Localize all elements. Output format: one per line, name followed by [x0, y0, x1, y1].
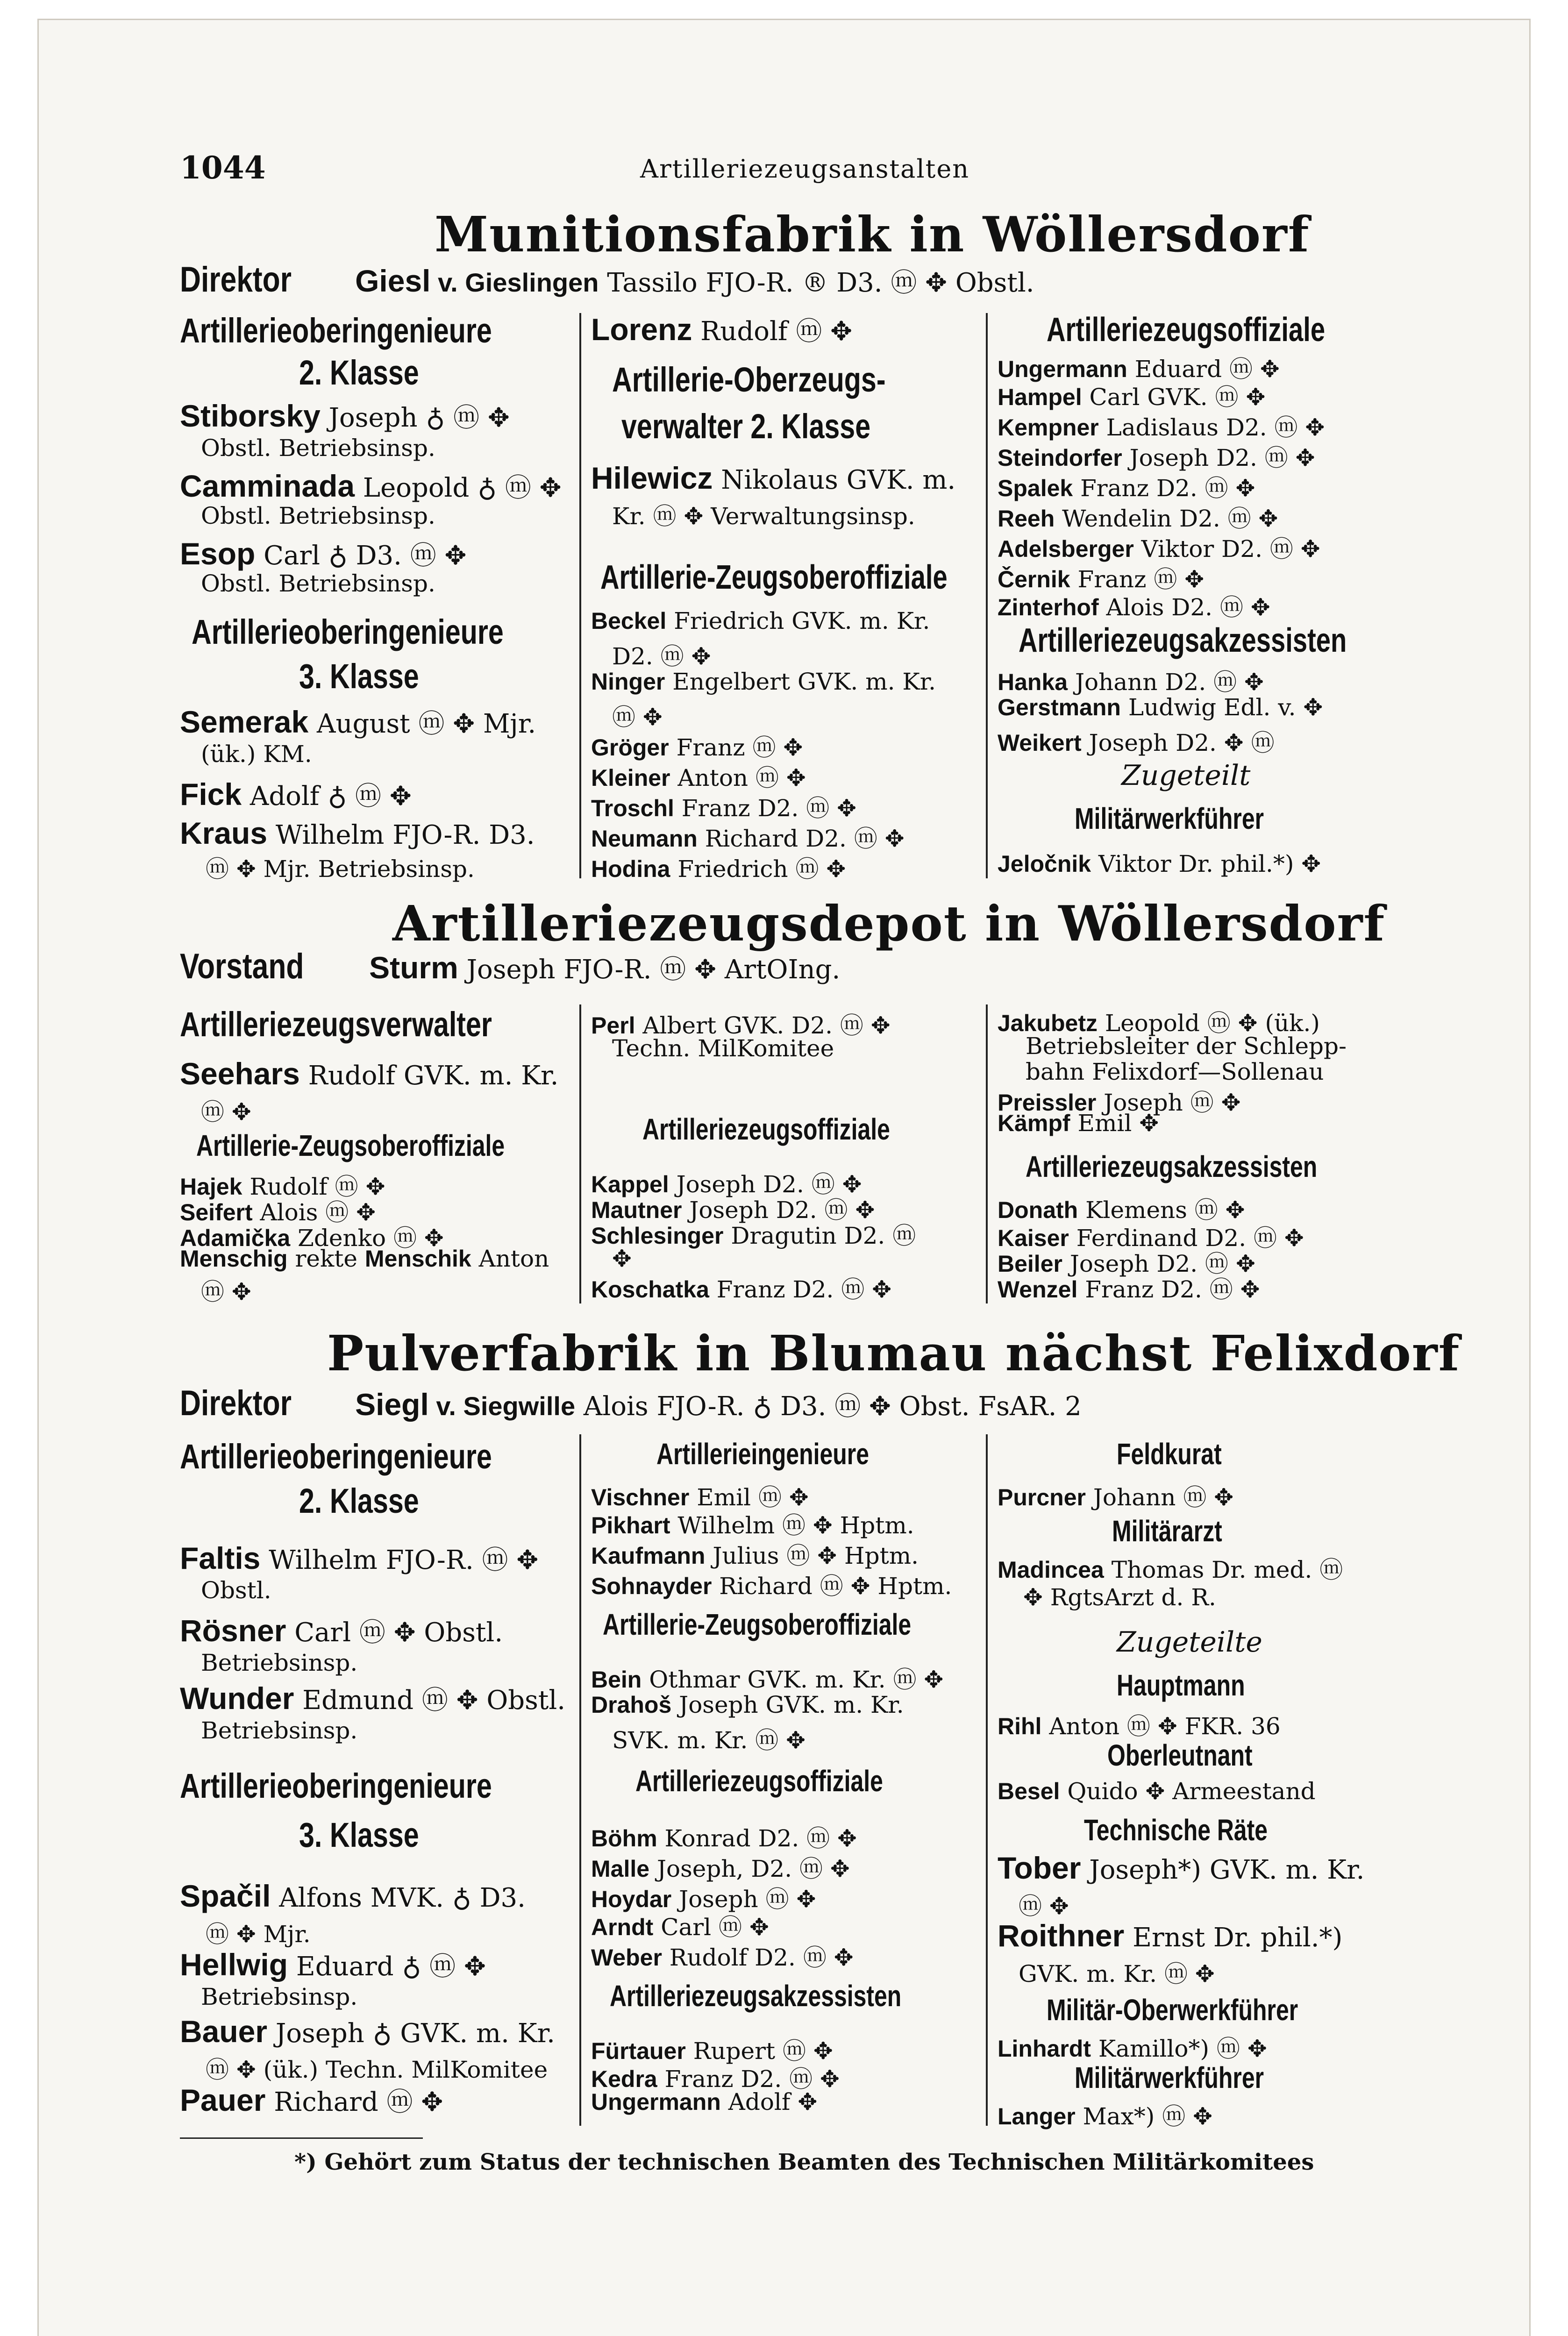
heading: Artilleriezeugsakzessisten: [1019, 622, 1347, 659]
person-name: Ninger: [591, 669, 665, 695]
person-name: Arndt: [591, 1914, 654, 1940]
person-name: Steindorfer: [998, 445, 1122, 471]
heading: Artillerieoberingenieure: [192, 612, 504, 651]
person-details: Adolf ✥: [720, 2088, 818, 2115]
person-details: Joseph ⓜ ✥: [671, 1886, 816, 1913]
person-name: Ungermann: [591, 2089, 721, 2115]
list-item: [998, 1708, 1281, 1741]
heading: 2. Klasse: [299, 1481, 419, 1520]
director-label: Direktor: [180, 1383, 292, 1423]
list-item: [998, 724, 1275, 758]
heading: Artillerieoberingenieure: [180, 311, 492, 350]
list-item-cont: Betriebsinsp.: [201, 1649, 358, 1676]
person-details: Joseph*) GVK. m. Kr.: [1081, 1855, 1365, 1885]
heading: Hauptmann: [1117, 1668, 1245, 1702]
list-item: [591, 820, 905, 854]
list-item: [180, 1539, 538, 1577]
list-item: [180, 1245, 549, 1272]
person-details: Alois D2. ⓜ ✥: [1098, 594, 1270, 621]
person-details: Joseph D2. ⓜ ✥: [1062, 1250, 1255, 1277]
person-details: Carl ♁ D3. ⓜ ✥: [255, 541, 467, 571]
list-item-cont: D2. ⓜ ✥: [612, 643, 711, 670]
person-name: Pauer: [180, 2083, 266, 2117]
person-name: Fürtauer: [591, 2038, 686, 2064]
person-details: Wendelin D2. ⓜ ✥: [1055, 505, 1278, 532]
list-item-cont: Betriebsleiter der Schlepp-: [1026, 1033, 1347, 1060]
list-item: [180, 1680, 565, 1717]
person-details: Joseph D2. ✥ ⓜ: [1081, 729, 1275, 756]
heading: verwalter 2. Klasse: [621, 407, 871, 446]
heading: Artillerie-Zeugsoberoffiziale: [196, 1129, 505, 1162]
list-item-cont: Techn. MilKomitee: [612, 1035, 834, 1062]
person-name: Gröger: [591, 734, 669, 761]
heading: Artilleriezeugsverwalter: [180, 1005, 492, 1044]
column-rule: [986, 1434, 988, 2126]
heading: Technische Räte: [1084, 1813, 1268, 1847]
list-item: [591, 668, 936, 695]
person-details: Wilhelm FJO-R. ⓜ ✥: [260, 1545, 539, 1575]
heading: 2. Klasse: [299, 353, 419, 392]
list-item: [591, 1909, 769, 1942]
person-name: Bauer: [180, 2014, 268, 2049]
director-details: Tassilo FJO-R. ® D3. ⓜ ✥ Obstl.: [599, 268, 1034, 298]
person-name: Hellwig: [180, 1947, 288, 1982]
list-item-cont: ⓜ ✥: [201, 1278, 251, 1305]
heading: Artilleriezeugsoffiziale: [1047, 311, 1326, 349]
person-details: Ferdinand D2. ⓜ ✥: [1069, 1225, 1304, 1252]
list-item: [591, 1661, 943, 1695]
list-item: [591, 850, 846, 884]
person-details: Anton ⓜ ✥: [670, 764, 806, 791]
director-name-rest: v. Siegwille: [428, 1391, 576, 1421]
person-details: Eduard ⓜ ✥: [1127, 356, 1280, 383]
person-name: Sohnayder: [591, 1573, 712, 1599]
person-details: Ladislaus D2. ⓜ ✥: [1098, 414, 1325, 441]
person-details: Franz D2. ⓜ ✥: [1073, 475, 1255, 502]
list-item: [998, 1479, 1233, 1512]
person-name: Neumann: [591, 826, 698, 852]
list-item: [180, 1612, 503, 1649]
heading: Artillerieoberingenieure: [180, 1437, 492, 1476]
list-item: [591, 1217, 916, 1251]
person-details: Albert GVK. D2. ⓜ ✥: [635, 1012, 891, 1039]
person-name: Troschl: [591, 795, 674, 821]
person-name: Ungermann: [998, 356, 1127, 382]
person-name: Malle: [591, 1856, 650, 1882]
person-details: Richard ⓜ ✥ Hptm.: [712, 1573, 952, 1600]
person-details: Joseph, D2. ⓜ ✥: [649, 1855, 850, 1882]
person-details: Carl ⓜ ✥: [653, 1914, 769, 1941]
list-item: [998, 1918, 1342, 1953]
heading: Militär-Oberwerkführer: [1047, 1993, 1298, 2027]
person-details: Leopold ♁ ⓜ ✥: [355, 473, 562, 503]
person-name: Adelsberger: [998, 536, 1134, 562]
list-item-cont: Betriebsinsp.: [201, 1983, 358, 2010]
column-rule: [986, 313, 988, 878]
person-name: Vischner: [591, 1484, 690, 1510]
person-details: August ⓜ ✥ Mjr.: [308, 709, 536, 739]
person-name: Weikert: [998, 730, 1082, 756]
person-name: Linhardt: [998, 2036, 1091, 2062]
person-name: Fick: [180, 777, 242, 812]
list-item: [998, 2030, 1267, 2064]
person-name: Tober: [998, 1851, 1081, 1885]
list-item-cont: ⓜ ✥ Mjr. Betriebsinsp.: [206, 855, 475, 883]
person-details: Rupert ⓜ ✥: [685, 2037, 833, 2065]
person-details: Joseph D2. ⓜ ✥: [1122, 444, 1315, 471]
list-item: [180, 703, 536, 741]
person-details: Wilhelm FJO-R. D3.: [267, 820, 535, 850]
list-item: [591, 790, 856, 823]
footnote: *) Gehört zum Status der technischen Beamten des Technischen Militärkomitees: [294, 2149, 1314, 2175]
heading: Artilleriezeugsakzessisten: [1026, 1150, 1318, 1183]
person-details: Adolf ♁ ⓜ ✥: [242, 781, 412, 812]
person-details: Ernst Dr. phil.*): [1124, 1923, 1343, 1953]
list-item: [591, 759, 806, 793]
person-details: Wilhelm ⓜ ✥ Hptm.: [670, 1512, 914, 1539]
person-name: Jakubetz: [998, 1010, 1098, 1036]
person-details: Joseph D2. ⓜ ✥: [682, 1196, 875, 1224]
person-name: Kämpf: [998, 1110, 1070, 1136]
list-item: [591, 460, 955, 496]
list-item: [998, 589, 1270, 622]
vorstand-details: Joseph FJO-R. ⓜ ✥ ArtOIng.: [458, 954, 841, 985]
person-details: Joseph GVK. m. Kr.: [671, 1691, 904, 1718]
person-details: Alois ⓜ ✥: [252, 1199, 376, 1226]
person-details: Thomas Dr. med. ⓜ: [1104, 1556, 1343, 1583]
director-line: [180, 1383, 1082, 1424]
heading: Artilleriezeugsakzessisten: [610, 1979, 902, 2013]
list-item: [998, 1551, 1343, 1585]
person-details: Joseph D2. ⓜ ✥: [669, 1171, 862, 1198]
person-name: Kaufmann: [591, 1543, 706, 1569]
director-label: Direktor: [180, 260, 292, 299]
person-name: Schlesinger: [591, 1223, 724, 1249]
person-details: Franz ⓜ ✥: [669, 734, 803, 761]
person-details: Friedrich ⓜ ✥: [670, 855, 846, 883]
person-name: Stiborsky: [180, 399, 321, 433]
list-item-cont: ⓜ ✥ Mjr.: [206, 1921, 311, 1948]
person-details: Viktor D2. ⓜ ✥: [1133, 535, 1320, 563]
list-item: [998, 1271, 1260, 1304]
person-name: Menschik: [364, 1246, 471, 1272]
heading: Feldkurat: [1117, 1437, 1222, 1471]
person-name: Seifert: [180, 1199, 253, 1225]
person-name: Menschig: [180, 1246, 288, 1272]
person-name: Esop: [180, 536, 256, 571]
person-details: Leopold ⓜ ✥ (ük.): [1097, 1010, 1320, 1037]
person-details: Carl ⓜ ✥ Obstl.: [286, 1617, 503, 1648]
person-details: Konrad D2. ⓜ ✥: [657, 1825, 857, 1852]
person-name: Adamička: [180, 1225, 291, 1251]
person-name: Langer: [998, 2103, 1076, 2129]
list-item: [591, 1271, 891, 1304]
person-details: rekte: [287, 1245, 365, 1272]
person-name: Reeh: [998, 506, 1055, 532]
list-item-cont: Kr. ⓜ ✥ Verwaltungsinsp.: [612, 503, 915, 530]
list-item: [998, 1850, 1364, 1886]
list-item: [180, 535, 466, 572]
person-name: Perl: [591, 1012, 635, 1039]
person-details: Friedrich GVK. m. Kr.: [666, 607, 930, 634]
list-item-cont: ⓜ ✥: [612, 704, 663, 731]
column-rule: [579, 313, 581, 878]
list-item-cont: Obstl. Betriebsinsp.: [201, 434, 435, 462]
list-item-cont: ⓜ ✥: [201, 1098, 251, 1125]
list-item: [591, 1567, 952, 1601]
list-item-cont: ✥: [612, 1245, 632, 1272]
list-item: [998, 1778, 1316, 1805]
person-name: Koschatka: [591, 1276, 709, 1303]
list-item-cont: GVK. m. Kr. ⓜ ✥: [1019, 1960, 1215, 1987]
list-item-cont: ✥ RgtsArzt d. R.: [1023, 1584, 1216, 1611]
person-details: Othmar GVK. m. Kr. ⓜ ✥: [641, 1666, 944, 1693]
person-name: Hajek: [180, 1174, 242, 1200]
person-name: Madincea: [998, 1557, 1104, 1583]
person-name: Lorenz: [591, 312, 692, 347]
list-item: [591, 1507, 914, 1540]
person-name: Spalek: [998, 475, 1073, 501]
person-name: Semerak: [180, 705, 309, 739]
person-details: Anton ⓜ ✥ FKR. 36: [1041, 1713, 1281, 1740]
running-head: Artilleriezeugsanstalten: [640, 154, 970, 184]
list-item: [591, 311, 852, 348]
director-details: Alois FJO-R. ♁ D3. ⓜ ✥ Obst. FsAR. 2: [575, 1391, 1082, 1422]
list-item: [998, 378, 1265, 412]
list-item: [998, 530, 1320, 564]
person-details: Joseph ♁ GVK. m. Kr.: [267, 2018, 555, 2049]
person-details: Emil ⓜ ✥: [689, 1484, 809, 1511]
person-details: Rudolf GVK. m. Kr.: [299, 1061, 559, 1091]
list-item: [591, 1939, 854, 1973]
heading: Artillerieoberingenieure: [180, 1766, 492, 1805]
list-item: [998, 663, 1264, 697]
list-item: [180, 1946, 486, 1983]
director-name-rest: v. Gieslingen: [430, 268, 599, 297]
person-name: Seehars: [180, 1056, 300, 1091]
person-details: Emil ✥: [1070, 1110, 1159, 1137]
person-details: Julius ⓜ ✥ Hptm.: [705, 1542, 919, 1569]
heading-italic: Zugeteilte: [1117, 1626, 1262, 1659]
person-details: Zdenko ⓜ ✥: [290, 1225, 444, 1252]
person-name: Hilewicz: [591, 461, 713, 495]
heading: Militärwerkführer: [1075, 2061, 1264, 2094]
section-title: Artilleriezeugsdepot in Wöllersdorf: [392, 895, 1386, 952]
list-item: [591, 1537, 919, 1571]
person-details: Carl GVK. ⓜ ✥: [1082, 384, 1266, 411]
person-details: Ludwig Edl. v. ✥: [1120, 694, 1323, 721]
person-name: Pikhart: [591, 1512, 670, 1538]
person-name: Beckel: [591, 608, 667, 634]
heading: 3. Klasse: [299, 657, 419, 696]
page-number: 1044: [180, 150, 266, 186]
person-name: Mautner: [591, 1197, 682, 1223]
heading: Artilleriezeugsoffiziale: [642, 1112, 890, 1146]
person-name: Kaiser: [998, 1225, 1069, 1251]
heading: Militärarzt: [1112, 1514, 1222, 1548]
person-name: Faltis: [180, 1541, 261, 1575]
heading: Artillerie-Oberzeugs-: [612, 360, 886, 399]
list-item: [180, 2014, 555, 2049]
person-details: Johann ⓜ ✥: [1085, 1484, 1234, 1511]
person-details: Franz D2. ⓜ ✥: [1077, 1276, 1260, 1303]
heading: Oberleutnant: [1107, 1738, 1253, 1772]
director-name: Giesl: [355, 264, 431, 298]
person-details: Alfons MVK. ♁ D3.: [271, 1883, 526, 1913]
vorstand-line: [180, 946, 840, 987]
heading: 3. Klasse: [299, 1816, 419, 1854]
list-item-cont: Obstl. Betriebsinsp.: [201, 502, 435, 529]
list-item: [591, 1850, 850, 1884]
list-item: [998, 470, 1255, 503]
person-name: Donath: [998, 1197, 1078, 1223]
person-details: Klemens ⓜ ✥: [1078, 1196, 1245, 1224]
vorstand-label: Vorstand: [180, 947, 304, 986]
person-details: Franz ⓜ ✥: [1070, 566, 1205, 593]
list-item: [591, 2088, 817, 2115]
section-title: Pulverfabrik in Blumau nächst Felixdorf: [327, 1325, 1461, 1382]
heading: Militärwerkführer: [1075, 802, 1264, 835]
person-name: Zinterhof: [998, 594, 1099, 620]
person-details: Quido ✥ Armeestand: [1060, 1778, 1316, 1805]
person-name: Drahoš: [591, 1692, 672, 1718]
person-details: Anton: [471, 1245, 549, 1272]
list-item: [998, 409, 1325, 442]
heading: Artillerie-Zeugsoberoffiziale: [603, 1608, 912, 1641]
heading-italic: Zugeteilt: [1121, 759, 1251, 792]
person-details: Kamillo*) ⓜ ✥: [1090, 2035, 1267, 2062]
list-item-cont: ⓜ ✥ (ük.) Techn. MilKomitee: [206, 2056, 548, 2083]
person-details: Engelbert GVK. m. Kr.: [665, 668, 936, 695]
list-item: [180, 1056, 558, 1091]
list-item-cont: ⓜ ✥: [1019, 1893, 1069, 1920]
person-name: Hampel: [998, 384, 1082, 410]
person-details: Joseph ♁ ⓜ ✥: [320, 403, 510, 433]
person-name: Kempner: [998, 414, 1099, 441]
director-line: [180, 259, 1034, 300]
person-name: Beiler: [998, 1251, 1062, 1277]
list-item-cont: SVK. m. Kr. ⓜ ✥: [612, 1727, 806, 1754]
list-item: [591, 1691, 904, 1718]
person-details: Johann D2. ⓜ ✥: [1068, 669, 1264, 696]
column-rule: [579, 1004, 581, 1303]
person-name: Rösner: [180, 1613, 286, 1648]
person-details: Rudolf ⓜ ✥: [242, 1173, 385, 1200]
person-name: Kedra: [591, 2066, 657, 2092]
person-details: Edmund ⓜ ✥ Obstl.: [294, 1685, 566, 1716]
person-name: Hoydar: [591, 1886, 672, 1912]
person-name: Preissler: [998, 1090, 1097, 1116]
column-rule: [986, 1004, 988, 1303]
list-item: [180, 1878, 526, 1914]
list-item: [180, 2081, 443, 2119]
heading: Artilleriezeugsoffiziale: [635, 1764, 883, 1798]
list-item: [180, 776, 412, 813]
person-name: Weber: [591, 1944, 662, 1971]
person-name: Besel: [998, 1778, 1060, 1804]
list-item-cont: Obstl.: [201, 1577, 271, 1604]
person-name: Hanka: [998, 669, 1068, 695]
person-name: Kappel: [591, 1171, 669, 1197]
list-item: [180, 467, 562, 505]
list-item: [998, 439, 1315, 473]
list-item: [998, 2098, 1212, 2131]
person-name: Camminada: [180, 469, 355, 503]
person-name: Böhm: [591, 1825, 657, 1852]
person-details: Franz D2. ⓜ ✥: [709, 1276, 892, 1303]
person-name: Hodina: [591, 856, 670, 882]
list-item: [998, 694, 1323, 721]
list-item: [998, 850, 1321, 877]
person-name: Purcner: [998, 1484, 1086, 1510]
vorstand-name: Sturm: [369, 950, 458, 985]
person-name: Jeločnik: [998, 851, 1091, 877]
person-details: Eduard ♁ ⓜ ✥: [288, 1951, 486, 1982]
list-item: [591, 729, 803, 762]
list-item-cont: (ük.) KM.: [201, 741, 312, 768]
person-name: Wunder: [180, 1681, 294, 1716]
person-details: Dragutin D2. ⓜ: [723, 1222, 916, 1249]
section-title: Munitionsfabrik in Wöllersdorf: [435, 206, 1310, 263]
list-item: [180, 815, 535, 851]
person-name: Kraus: [180, 816, 268, 850]
person-name: Černik: [998, 566, 1070, 592]
person-name: Roithner: [998, 1918, 1125, 1953]
person-details: Franz D2. ⓜ ✥: [674, 795, 857, 822]
person-details: Richard D2. ⓜ ✥: [697, 825, 905, 852]
person-name: Bein: [591, 1667, 642, 1693]
column-rule: [579, 1434, 581, 2126]
heading: Artillerieingenieure: [656, 1437, 869, 1471]
person-name: Gerstmann: [998, 694, 1121, 720]
person-name: Wenzel: [998, 1276, 1078, 1303]
director-name: Siegl: [355, 1387, 429, 1422]
list-item-cont: Obstl. Betriebsinsp.: [201, 570, 435, 597]
list-item: [591, 607, 930, 634]
list-item-cont: bahn Felixdorf—Sollenau: [1026, 1058, 1324, 1085]
list-item: [998, 500, 1278, 534]
person-name: Spačil: [180, 1879, 271, 1913]
person-details: Rudolf D2. ⓜ ✥: [662, 1944, 854, 1971]
footnote-rule: [180, 2137, 423, 2139]
person-details: Nikolaus GVK. m.: [713, 465, 956, 495]
person-details: Viktor Dr. phil.*) ✥: [1091, 850, 1321, 877]
person-details: Joseph ⓜ ✥: [1096, 1089, 1241, 1116]
list-item: [998, 1110, 1159, 1137]
person-name: Rihl: [998, 1713, 1042, 1739]
heading: Artillerie-Zeugsoberoffiziale: [600, 559, 948, 596]
list-item: [591, 1820, 857, 1853]
person-details: Max*) ⓜ ✥: [1075, 2103, 1212, 2130]
person-name: Kleiner: [591, 765, 670, 791]
person-details: Franz D2. ⓜ ✥: [657, 2065, 840, 2093]
person-details: Richard ⓜ ✥: [265, 2087, 443, 2117]
person-details: Rudolf ⓜ ✥: [692, 316, 853, 347]
list-item-cont: Betriebsinsp.: [201, 1717, 358, 1744]
list-item: [180, 397, 510, 434]
